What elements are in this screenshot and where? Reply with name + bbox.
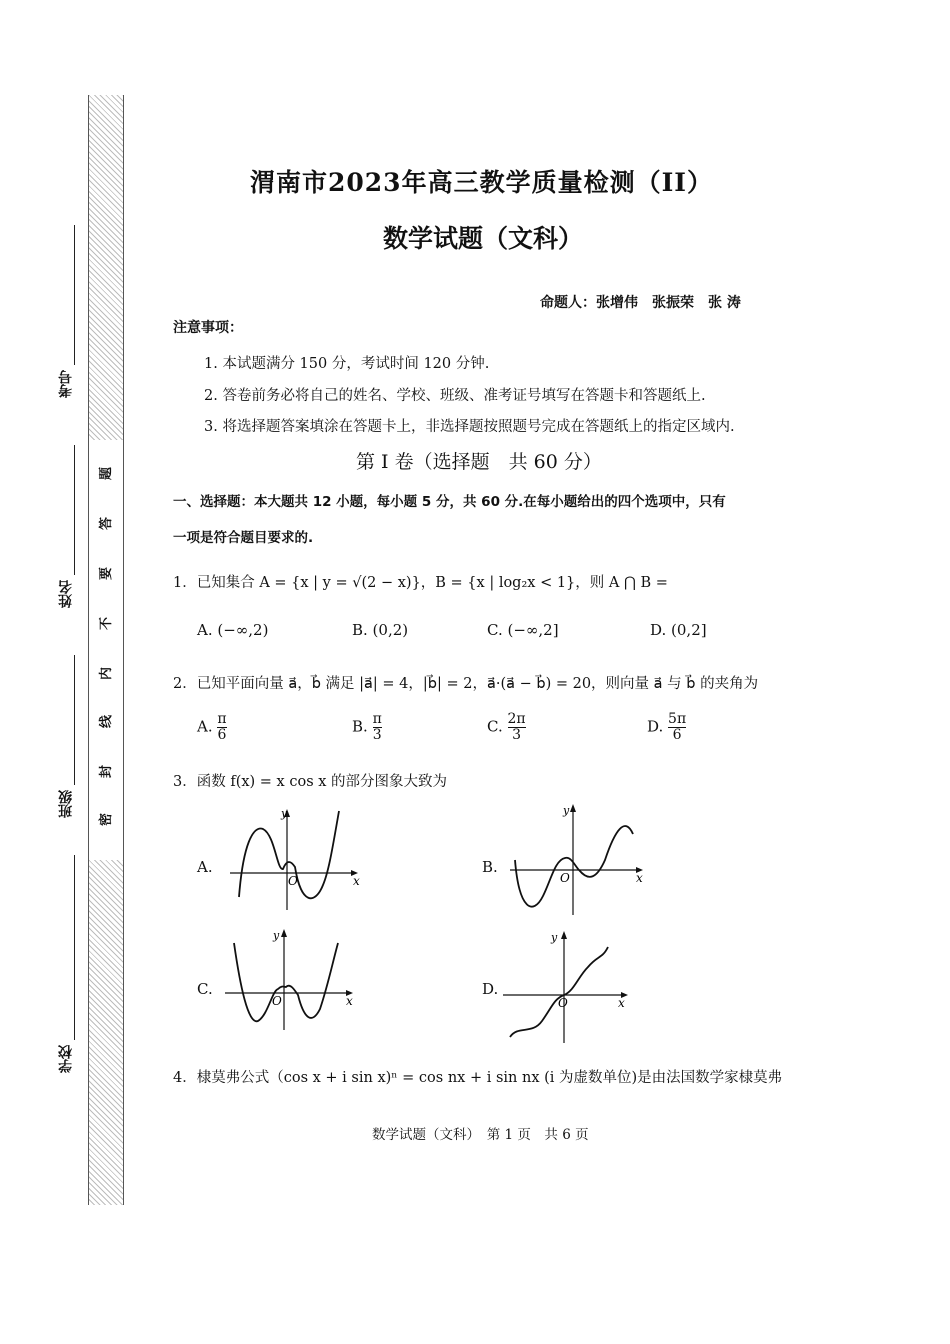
- axis-y-label: y: [273, 929, 280, 942]
- question-1: 1．已知集合 A = {x | y = √(2 − x)}，B = {x | log₂x < 1}，则 A ⋂ B =: [173, 575, 668, 591]
- origin-label: O: [288, 874, 298, 888]
- seal-char: 不: [99, 616, 115, 631]
- q2-option-d[interactable]: [647, 712, 686, 743]
- side-label-name: 姓名: [58, 580, 74, 608]
- graph-label-c[interactable]: C.: [197, 980, 213, 998]
- authors: 命题人：张增伟 张振荣 张 涛: [540, 295, 741, 311]
- q2-option-c[interactable]: [487, 712, 526, 743]
- exam-subtitle: 数学试题（文科）: [383, 224, 584, 253]
- axis-y-label: y: [551, 931, 558, 944]
- notice-item: 2. 答卷前务必将自己的姓名、学校、班级、准考证号填写在答题卡和答题纸上.: [204, 388, 706, 404]
- graph-d[interactable]: [498, 925, 638, 1050]
- option-label: A.: [197, 717, 213, 736]
- option-fraction: [668, 712, 686, 743]
- side-label-class: 班级: [58, 790, 74, 818]
- section-title: 第 I 卷（选择题 共 60 分）: [356, 451, 602, 473]
- seal-char: 答: [99, 516, 115, 531]
- class-line[interactable]: [74, 655, 75, 785]
- axis-x-label: x: [618, 996, 625, 1010]
- q1-option-a[interactable]: A. (−∞,2): [197, 621, 269, 639]
- seal-char: 题: [99, 466, 115, 481]
- option-fraction: [508, 712, 526, 743]
- seal-char: 密: [99, 812, 115, 827]
- q1-option-d[interactable]: D. (0,2]: [650, 621, 707, 639]
- option-label: C.: [487, 717, 503, 736]
- section-intro-cont: 一项是符合题目要求的.: [173, 530, 314, 546]
- q2-option-a[interactable]: [197, 712, 227, 743]
- question-2: 2．已知平面向量 a⃗，b⃗ 满足 |a⃗| = 4，|b⃗| = 2，a⃗·(a⃗ − b⃗) = 20，则向量 a⃗ 与 b⃗ 的夹角为: [173, 676, 759, 692]
- q2-option-b[interactable]: [352, 712, 382, 743]
- option-fraction: [373, 712, 382, 743]
- notice-item: 1. 本试题满分 150 分，考试时间 120 分钟.: [204, 356, 490, 372]
- numerator: 2π: [507, 711, 526, 727]
- q1-option-c[interactable]: C. (−∞,2]: [487, 621, 559, 639]
- question-4: 4．棣莫弗公式（cos x + i sin x)ⁿ = cos nx + i sin nx (i 为虚数单位)是由法国数学家棣莫弗: [173, 1070, 783, 1086]
- origin-label: O: [272, 994, 282, 1008]
- exam-title: 渭南市2023年高三教学质量检测（II）: [250, 168, 713, 197]
- page-footer: 数学试题（文科） 第 1 页 共 6 页: [372, 1127, 589, 1143]
- graph-b[interactable]: [505, 800, 650, 920]
- question-3: 3．函数 f(x) = x cos x 的部分图象大致为: [173, 774, 448, 790]
- notice-item: 3. 将选择题答案填涂在答题卡上，非选择题按照题号完成在答题纸上的指定区域内.: [204, 419, 735, 435]
- name-line[interactable]: [74, 445, 75, 575]
- option-fraction: [217, 712, 226, 743]
- seal-char: 要: [99, 566, 115, 581]
- axis-x-label: x: [353, 874, 360, 888]
- numerator: π: [372, 711, 382, 727]
- notice-heading: 注意事项：: [173, 320, 243, 336]
- axis-y-label: y: [563, 804, 570, 817]
- seal-char: 内: [99, 666, 115, 681]
- school-line[interactable]: [74, 855, 75, 1040]
- section-intro: 一、选择题：本大题共 12 小题，每小题 5 分，共 60 分.在每小题给出的四个选项中，只有: [173, 494, 726, 510]
- graph-label-d[interactable]: D.: [482, 980, 499, 998]
- exam-number-line[interactable]: [74, 225, 75, 365]
- seal-char: 线: [99, 714, 115, 729]
- denominator: 3: [372, 727, 382, 743]
- side-label-school: 学校: [58, 1045, 74, 1073]
- graph-a[interactable]: [225, 805, 365, 915]
- side-label-exam-number: 考号: [58, 370, 74, 398]
- seal-char: 封: [99, 764, 115, 779]
- origin-label: O: [560, 871, 570, 885]
- denominator: 3: [512, 727, 522, 743]
- numerator: 5π: [668, 711, 687, 727]
- seal-text: [96, 450, 118, 860]
- graph-label-a[interactable]: A.: [197, 858, 213, 876]
- numerator: π: [217, 711, 227, 727]
- graph-c[interactable]: [220, 925, 360, 1035]
- origin-label: O: [558, 996, 568, 1010]
- q1-option-b[interactable]: B. (0,2): [352, 621, 409, 639]
- axis-x-label: x: [636, 871, 643, 885]
- axis-x-label: x: [346, 994, 353, 1008]
- option-label: D.: [647, 717, 664, 736]
- axis-y-label: y: [281, 807, 288, 820]
- denominator: 6: [672, 727, 682, 743]
- option-label: B.: [352, 717, 368, 736]
- graph-label-b[interactable]: B.: [482, 858, 498, 876]
- denominator: 6: [217, 727, 227, 743]
